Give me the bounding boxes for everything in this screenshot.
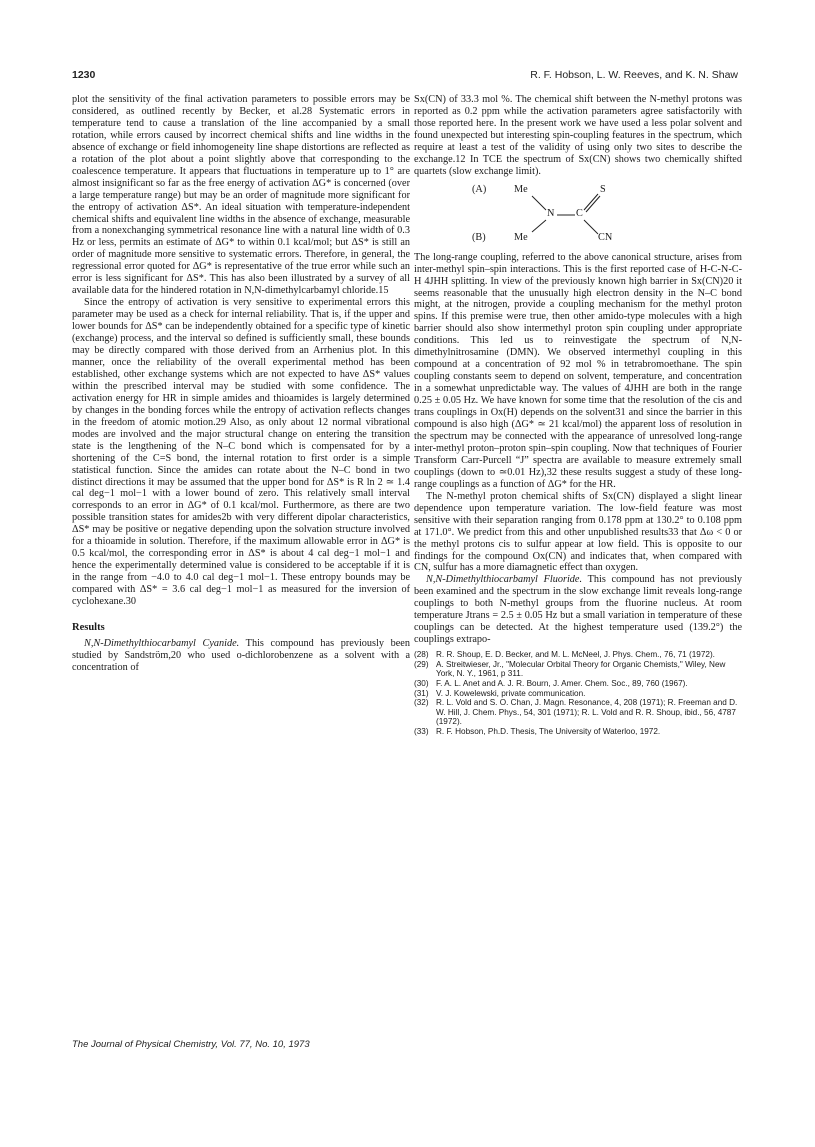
- reference-number: (31): [414, 688, 429, 698]
- carbon-atom: C: [576, 207, 583, 219]
- reference-number: (30): [414, 678, 429, 688]
- paragraph: The long-range coupling, referred to the above canonical structure, arises from inter-methyl spin–spin interactions. This is the first reported case of H-C-N-C-H 4JHH splitting. In view of the previously known high barrier in Sx(CN)20 it seems reasonable that the unusually high electron density in the N–C bond might, at the nitrogen, provide a coupling mechanism for the methyl proton spins. If this premise were true, then other amido-type molecules with a high barrier should also show intermethyl proton spin coupling under appropriate conditions. This led us to reinvestigate the spectrum of N,N-dimethylnitrosamine (DMN). We observed intermethyl coupling in this compound at a concentration of 92 mol % in tetrabromoethane. The spin coupling constants seem to depend on solvent, temperature, and concentration in a somewhat unpredictable way. The values of 4JHH are both in the range 0.25 ± 0.05 Hz. We have known for some time that the resolution of the cis and trans couplings in Ox(H) depends on the solvent31 and since the barrier in this compound is also high (ΔG* ≃ 21 kcal/mol) the apparent loss of resolution in the spectrum may be connected with the appearance of unresolved long-range inter-methyl proton–proton spin–spin coupling. Now that techniques of Fourier Transform Carr-Purcell “J” spectra are available to measure extremely small couplings (down to ≃0.01 Hz),32 these results suggest a study of these long-range couplings as a function of ΔG* for the HR.: [414, 251, 742, 490]
- reference-text: A. Streitwieser, Jr., "Molecular Orbital Theory for Organic Chemists," Wiley, New York, N. Y., 1961, p 311.: [436, 659, 726, 679]
- right-column: [414, 94, 742, 736]
- methyl-bottom: Me: [514, 231, 528, 243]
- reference-text: R. R. Shoup, E. D. Becker, and M. L. McNeel, J. Phys. Chem., 76, 71 (1972).: [436, 650, 715, 660]
- bond-c-s-2: [586, 196, 600, 212]
- bond-me-n-top: [532, 196, 546, 210]
- left-column: [72, 94, 410, 674]
- bond-c-s-1: [584, 194, 598, 210]
- paragraph-text: This compound has previously been studied by Sandström,20 who used o-dichlorobenzene as a solvent with a concentration of: [72, 637, 410, 673]
- reference-text: R. L. Vold and S. O. Chan, J. Magn. Resonance, 4, 208 (1971); R. Freeman and D. W. Hill, J. Chem. Phys., 54, 301 (1971); R. L. Vold and R. R. Shoup, ibid., 56, 4787 (1972).: [436, 698, 738, 727]
- page-number: 1230: [72, 69, 96, 81]
- reference-number: (32): [414, 698, 429, 708]
- reference-number: (33): [414, 726, 429, 736]
- cyano-group: CN: [598, 231, 613, 243]
- canonical-structure-diagram: [414, 182, 742, 248]
- reference-text: R. F. Hobson, Ph.D. Thesis, The University of Waterloo, 1972.: [436, 726, 661, 736]
- reference-item: [414, 689, 742, 699]
- section-heading-results: Results: [72, 621, 105, 633]
- reference-text: V. J. Kowelewski, private communication.: [436, 688, 586, 698]
- paragraph: Sx(CN) of 33.3 mol %. The chemical shift between the N-methyl protons was reported as 0.2 ppm while the activation parameters agree satisfactorily with those reported here. In the present work we have used a less polar solvent and found unexpected but interesting spin-coupling features in the spectrum, which require at least a test of the validity of using only two sites to describe the exchange.12 In TCE the spectrum of Sx(CN) shows two chemically shifted quartets (slow exchange limit).: [414, 94, 742, 177]
- compound-title: N,N-Dimethylthiocarbamyl Fluoride.: [426, 574, 583, 586]
- reference-number: (28): [414, 650, 429, 660]
- paragraph: [72, 638, 410, 674]
- bond-me-n-bottom: [532, 220, 546, 232]
- reference-number: (29): [414, 659, 429, 669]
- running-header-authors: R. F. Hobson, L. W. Reeves, and K. N. Shaw: [530, 69, 738, 81]
- bond-c-cn: [584, 220, 598, 234]
- references-list: [414, 650, 742, 736]
- reference-item: [414, 698, 742, 727]
- structure-label-a: (A): [472, 183, 487, 195]
- paragraph: Since the entropy of activation is very sensitive to experimental errors this parameter may be used as a check for internal reliability. That is, if the upper and lower bounds for ΔS* can be independently obtained for a specific type of kinetic (exchange) process, and the interval so defined is sufficiently small, these bounds may be directly compared with those derived from an Arrhenius plot. In this manner, once the reliability of the overall experimental method has been established, other exchange systems which are not expected to have ΔS* values within the prescribed interval may be studied with some confidence. The activation energy for HR in simple amides and thioamides is largely determined by changes in the bonding forces while the entropy of activation reflects changes in the freedom of atomic motion.29 Also, as only about 12 normal vibrational modes are involved and the major structural change on entering the transition state is the lengthening of the N–C bond which is compensated for by a shortening of the C=S bond, the internal rotation to first order is a simple statistical function. Since the amides can rotate about the N–C bond in two distinct directions it may be assumed that the upper bond for ΔS* is R ln 2 ≃ 1.4 cal deg−1 mol−1 with a lower bound of zero. This relatively small interval corresponds to an error in ΔG* of 0.1 kcal/mol. Furthermore, as there are two possible transition states for amides2b with very different dipolar characteristics, ΔS* may be positive or negative depending upon the solvation structure involved for a thioamide in solution. Therefore, if the maximum allowable error in ΔG* is 0.5 kcal/mol, the corresponding error in ΔS* is about 4 cal deg−1 mol−1 and hence the experimentally determined value is considered to be acceptable if it is in the range from −4.0 to 4.0 cal deg−1 mol−1. These entropy bounds may be compared with ΔS* = 3.6 cal deg−1 mol−1 as measured for the inversion of cyclohexane.30: [72, 297, 410, 608]
- paragraph: The N-methyl proton chemical shifts of Sx(CN) displayed a slight linear dependence upon temperature variation. The low-field feature was most sensitive with their separation ranging from 0.178 ppm at 130.2° to 0.108 ppm at 171.0°. We predict from this and other unpublished results33 that Δω < 0 or the methyl protons cis to sulfur appear at low field. This is opposite to our findings for the compound Ox(CN) and indicates that, when compared with CN, sulfur has a more diamagnetic effect than oxygen.: [414, 490, 742, 574]
- reference-text: F. A. L. Anet and A. J. R. Bourn, J. Amer. Chem. Soc., 89, 760 (1967).: [436, 678, 688, 688]
- reference-item: [414, 660, 742, 679]
- reference-item: [414, 727, 742, 737]
- journal-footer: The Journal of Physical Chemistry, Vol. 77, No. 10, 1973: [72, 1039, 310, 1050]
- structure-label-b: (B): [472, 231, 486, 243]
- compound-title: N,N-Dimethylthiocarbamyl Cyanide.: [84, 637, 240, 649]
- paragraph: [414, 574, 742, 646]
- methyl-top: Me: [514, 183, 528, 195]
- sulfur-atom: S: [600, 183, 606, 195]
- reference-item: [414, 650, 742, 660]
- reference-item: [414, 679, 742, 689]
- paragraph: plot the sensitivity of the final activation parameters to possible errors may be considered, as outlined recently by Becker, et al.28 Systematic errors in temperature tend to cause a translation of the line accompanied by a small rotation, while errors caused by incorrect chemical shifts and line widths in the absence of exchange or field inhomogeneity line shape distortions are reflected as a rotation of the plot about a point slightly above that corresponding to the coalescence temperature. It appears that fluctuations in temperature up to 1° are almost insignificant so far as the free energy of activation ΔG* is concerned (over a large temperature range) but may be an order of magnitude more significant for the entropy of activation ΔS*. An ideal situation with temperature-independent chemical shifts and equivalent line widths in the absence of exchange, measurable from a nonexchanging symmetrical resonance line with a natural line width of 0.3 Hz or less, permits an estimate of ΔG* to within 0.1 kcal/mol; but ΔS* is still an order of magnitude more sensitive to systematic errors. Therefore, in general, the regressional error quoted for ΔG* is representative of the true error while such an error is less significant for ΔS*. This has also been illustrated by a survey of all available data for the hindered rotation in N,N-dimethylcarbamyl chloride.15: [72, 94, 410, 297]
- paragraph-text: This compound has not previously been examined and the spectrum in the slow exchange limit reveals long-range couplings to both N-methyl groups from the fluorine nucleus. At room temperature Jtrans = 2.5 ± 0.05 Hz but a small variation in temperature of these couplings can be detected. At the highest temperature used (139.2°) the couplings extrapo-: [414, 574, 743, 646]
- nitrogen-atom: N: [547, 207, 555, 219]
